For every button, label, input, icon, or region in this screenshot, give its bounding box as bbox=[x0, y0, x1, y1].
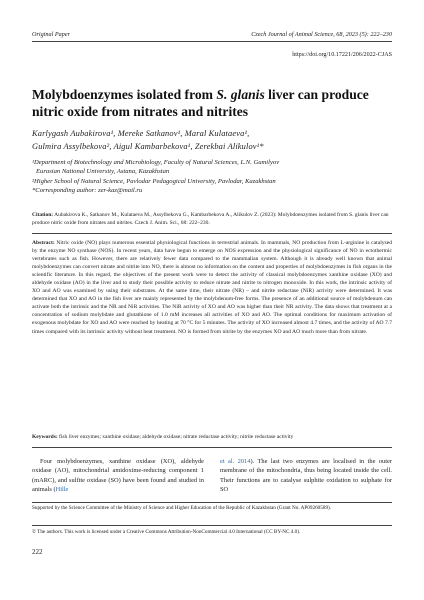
body-right-text: ). The last two enzymes are localised in the outer membrane of the mitochondria, thus being located inside the cell. Their functions are to catalyse sulphite oxidation to sulphate for SO bbox=[220, 458, 392, 494]
abstract bbox=[32, 239, 392, 336]
title-part1: Molybdoenzymes isolated from bbox=[32, 87, 217, 102]
authors-line-1: Karlygash Aubakirova¹, Mereke Satkanov¹, Maral Kulataeva¹, bbox=[32, 129, 250, 138]
abstract-top-rule bbox=[32, 233, 392, 234]
citation-label: Citation: bbox=[32, 212, 54, 218]
title-part2: liver can produce nitric oxide from nitrates and nitrites bbox=[32, 87, 369, 119]
affiliations bbox=[32, 158, 394, 196]
body-column-right bbox=[220, 457, 392, 495]
body-left-text: Four molybdoenzymes, xanthine oxidase (XO), aldehyde oxidase (AO), mitochondrial amidoxime-reducing component 1 (mARC), and sulfite oxidase (SO) have been found and studied in animals ( bbox=[32, 458, 204, 494]
doi-link[interactable]: https://doi.org/10.17221/206/2022-CJAS bbox=[292, 52, 392, 58]
funding-note: Supported by the Science Committee of the Ministry of Science and Higher Education of the Republic of Kazakhstan (Grant No. AP09260589). bbox=[32, 505, 332, 511]
corresponding-author: *Corresponding author: zer-kaz@mail.ru bbox=[32, 187, 143, 195]
license-note: © The authors. This work is licensed under a Creative Commons Attribution-NonCommercial 4.0 International (CC BY-NC 4.0). bbox=[32, 529, 301, 535]
citation-link-hille[interactable]: Hille bbox=[55, 486, 69, 494]
page-number: 222 bbox=[32, 548, 43, 556]
abstract-bottom-rule bbox=[32, 447, 392, 448]
affiliation-2: ²Higher School of Natural Science, Pavlodar Pedagogical University, Pavlodar, Kazakhstan bbox=[32, 177, 276, 185]
title-species: S. glanis bbox=[216, 87, 265, 102]
abstract-text: Nitric oxide (NO) plays numerous essential physiological functions in terrestrial animals. In mammals, NO production from L-arginine is catalysed by the enzyme NO synthase (NOS). In recent years, data have begun to emerge on NOS expression and the physiological significance of NO in ectothermic vertebrates such as fish. However, there are relatively fewer data compared to the mammalian system. Although it is already well known that animal molybdoenzymes can convert nitrate and nitrite into NO, there is almost no information on the content and properties of molybdoenzymes in fish organs in the scientific literature. In this regard, the objectives of the present work were to detect the activity of classical molybdoenzymes xanthine oxidase (XO) and aldehyde oxidase (AO) in the liver and to study their possible activity to reduce nitrate and nitrite to nitrogen monoxide. In this work, the intrinsic activity of XO and AO was examined by using their substrates. At the same time, their nitrate (NR) – and nitrite reductase (NiR) activity were determined. It was determined that XO and AO in the fish liver are mainly represented by the molybdenum-free forms. The presence of an additional source of molybdenum can activate both the intrinsic and the NR and NiR activities. The NiR activity of XO and AO was higher than their NR activity. The data shows that treatment at a concentration of sodium molybdate and glutathione of 1.0 mM increases all activities of XO and AO. The optimal conditions for maximum activation of exogenous molybdate for XO and AO were reached by heating at 70 °C for 5 minutes. The activity of XO increased almost 4.7 times, and the activity of AO 7.7 times compared with its intrinsic activity without heat treatment. NO is formed from nitrite by the enzymes XO and AO much more than from nitrate. bbox=[32, 240, 392, 335]
citation-text: Aubakirova K., Satkanov M., Kulataeva M., Assylbekova G., Kambarbekova A., Alikulov Z. (2023): Molybdoenzymes isolated from S. glanis liver can produce nitric oxide from nitrates and nitrites. Czech J. Anim. Sci., 68: 222–230. bbox=[32, 212, 389, 226]
authors-line-2: Gulmira Assylbekova², Aigul Kambarbekova¹, Zerekbai Alikulov¹* bbox=[32, 141, 264, 151]
article-title bbox=[32, 86, 384, 120]
affiliation-1: ¹Department of Biotechnology and Microbiology, Faculty of Natural Sciences, L.N. Gumilyov bbox=[32, 159, 280, 166]
footnote-rule bbox=[32, 502, 392, 503]
citation-link-et-al[interactable]: et al. 2014 bbox=[220, 458, 251, 465]
header-left: Original Paper bbox=[32, 31, 70, 38]
abstract-label: Abstract: bbox=[32, 240, 55, 246]
header-rule bbox=[32, 41, 392, 42]
keywords-label: Keywords: bbox=[32, 434, 58, 440]
license-rule bbox=[32, 525, 392, 526]
author-list bbox=[32, 128, 394, 153]
keywords bbox=[32, 434, 392, 442]
header-right: Czech Journal of Animal Science, 68, 2023 (5): 222–230 bbox=[251, 31, 392, 38]
running-header bbox=[32, 31, 392, 38]
body-column-left bbox=[32, 457, 204, 495]
citation bbox=[32, 212, 392, 228]
keywords-text: fish liver enzymes; xanthine oxidase; aldehyde oxidase; nitrate reductase activity; nitrite reductase activity bbox=[57, 434, 294, 440]
affiliation-1-cont: Eurasian National University, Astana, Kazakhstan bbox=[36, 168, 170, 176]
